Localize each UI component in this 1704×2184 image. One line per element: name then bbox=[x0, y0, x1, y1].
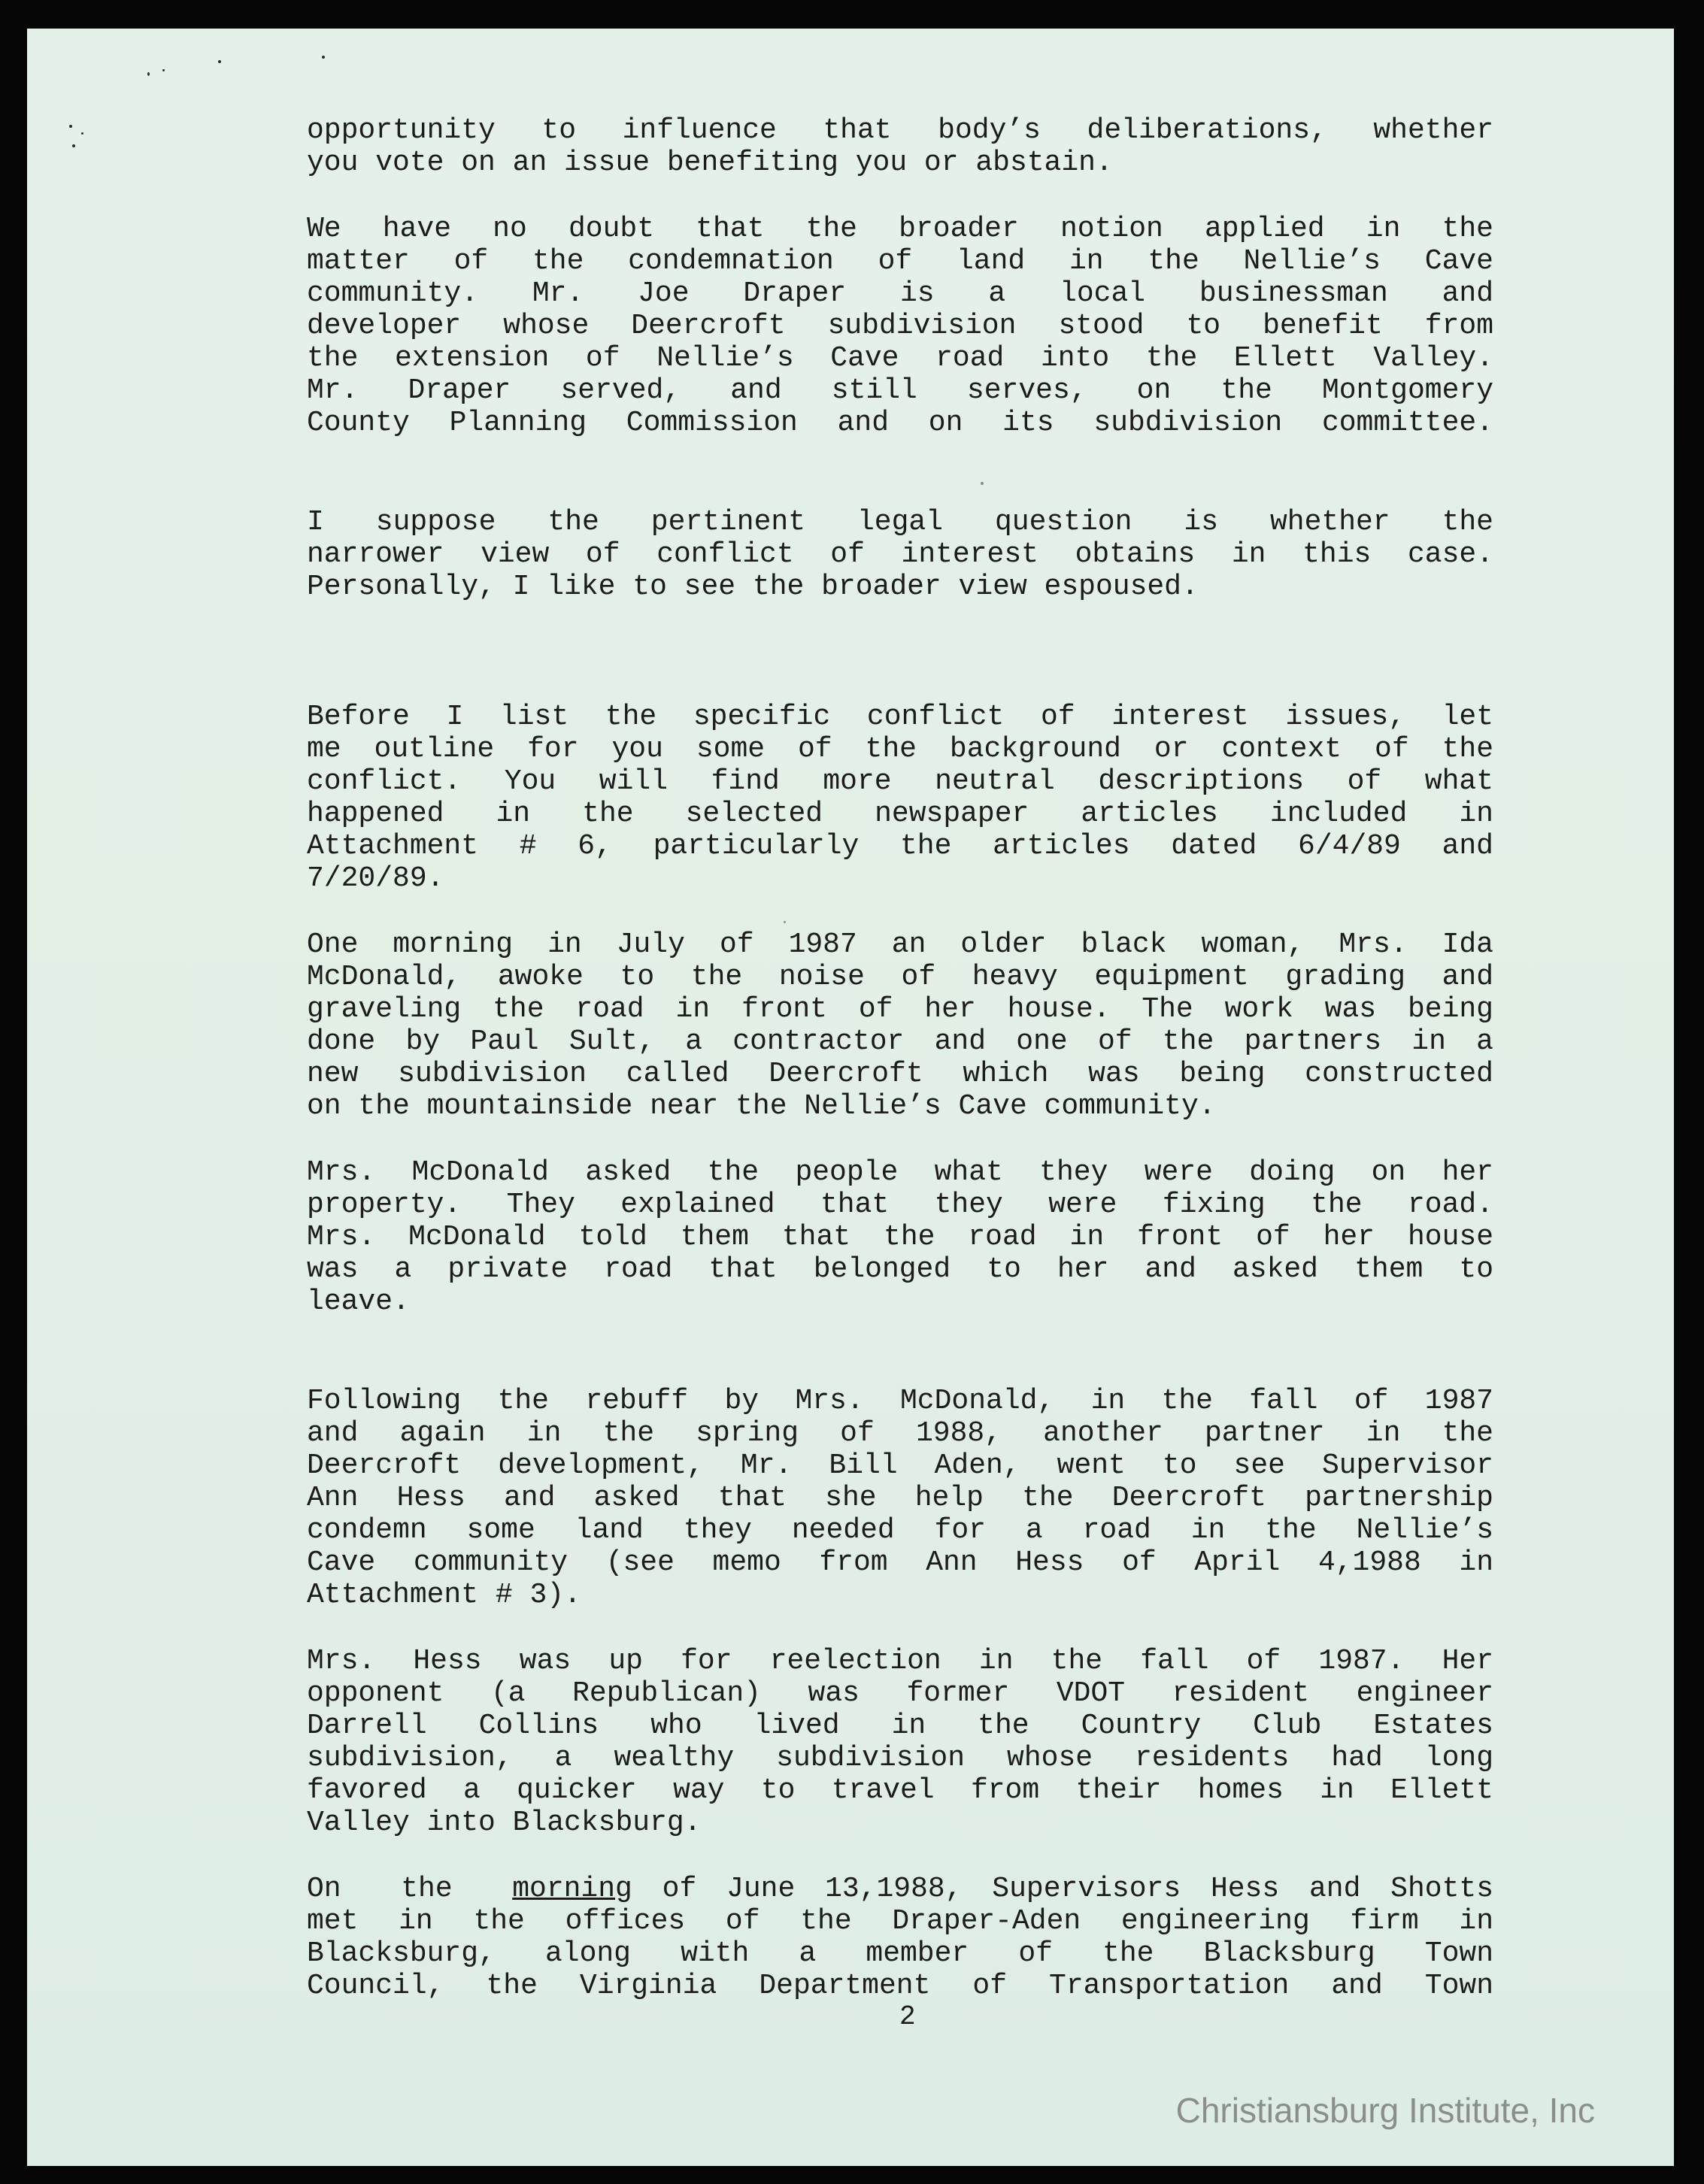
paragraph-9 bbox=[307, 1873, 1493, 2002]
text-line: We have no doubt that the broader notion applied in the bbox=[307, 213, 1493, 245]
text-line: matter of the condemnation of land in the Nellie’s Cave bbox=[307, 245, 1493, 277]
text-line: I suppose the pertinent legal question is whether the bbox=[307, 506, 1493, 538]
text-line: opportunity to influence that body’s deliberations, whether bbox=[307, 114, 1493, 147]
paragraph-1 bbox=[307, 114, 1493, 179]
text-segment: On the bbox=[307, 1873, 513, 1905]
watermark: Christiansburg Institute, Inc bbox=[1175, 2091, 1595, 2130]
text-line: was a private road that belonged to her and asked them to bbox=[307, 1253, 1493, 1286]
paragraph-2 bbox=[307, 213, 1493, 439]
text-line: narrower view of conflict of interest obtains in this case. bbox=[307, 538, 1493, 571]
text-line: County Planning Commission and on its subdivision committee. bbox=[307, 407, 1493, 439]
text-line: happened in the selected newspaper articles included in bbox=[307, 798, 1493, 830]
text-line: subdivision, a wealthy subdivision whose residents had long bbox=[307, 1742, 1493, 1774]
text-line: McDonald, awoke to the noise of heavy equipment grading and bbox=[307, 961, 1493, 993]
text-line: and again in the spring of 1988, another partner in the bbox=[307, 1417, 1493, 1449]
text-line: leave. bbox=[307, 1286, 410, 1318]
underlined-word: morning bbox=[512, 1873, 632, 1905]
text-line: 7/20/89. bbox=[307, 862, 444, 895]
text-line: Attachment # 6, particularly the articles dated 6/4/89 and bbox=[307, 830, 1493, 862]
text-line: me outline for you some of the background or context of the bbox=[307, 733, 1493, 765]
text-line: Council, the Virginia Department of Transportation and Town bbox=[307, 1970, 1493, 2002]
paper-speck bbox=[69, 125, 72, 128]
text-line: done by Paul Sult, a contractor and one of the partners in a bbox=[307, 1025, 1493, 1058]
paragraph-6 bbox=[307, 1156, 1493, 1318]
text-line: Darrell Collins who lived in the Country Club Estates bbox=[307, 1710, 1493, 1742]
paragraph-3 bbox=[307, 506, 1493, 603]
text-segment: of June 13,1988, Supervisors Hess and Shotts bbox=[632, 1873, 1493, 1905]
text-line: Blacksburg, along with a member of the Blacksburg Town bbox=[307, 1937, 1493, 1970]
paragraph-7 bbox=[307, 1385, 1493, 1611]
text-line: Mrs. McDonald asked the people what they were doing on her bbox=[307, 1156, 1493, 1189]
text-line: met in the offices of the Draper-Aden engineering firm in bbox=[307, 1905, 1493, 1937]
paragraph-4 bbox=[307, 701, 1493, 895]
paragraph-8 bbox=[307, 1645, 1493, 1839]
text-line: Mrs. McDonald told them that the road in front of her house bbox=[307, 1221, 1493, 1253]
text-line: on the mountainside near the Nellie’s Cave community. bbox=[307, 1090, 1216, 1122]
text-line: Valley into Blacksburg. bbox=[307, 1807, 702, 1839]
text-line: condemn some land they needed for a road in the Nellie’s bbox=[307, 1514, 1493, 1546]
text-line: developer whose Deercroft subdivision stood to benefit from bbox=[307, 310, 1493, 342]
paper-speck bbox=[162, 69, 165, 71]
text-line: Following the rebuff by Mrs. McDonald, in the fall of 1987 bbox=[307, 1385, 1493, 1417]
text-line: Cave community (see memo from Ann Hess of April 4,1988 in bbox=[307, 1546, 1493, 1579]
document-page bbox=[27, 29, 1674, 2166]
text-line: Mrs. Hess was up for reelection in the fall of 1987. Her bbox=[307, 1645, 1493, 1677]
paper-speck bbox=[218, 60, 221, 63]
text-line: Personally, I like to see the broader view espoused. bbox=[307, 571, 1199, 603]
text-line: Ann Hess and asked that she help the Deercroft partnership bbox=[307, 1482, 1493, 1514]
paper-speck bbox=[72, 144, 75, 147]
text-line: One morning in July of 1987 an older black woman, Mrs. Ida bbox=[307, 928, 1493, 961]
text-line: Attachment # 3). bbox=[307, 1579, 581, 1611]
paper-speck bbox=[784, 921, 786, 923]
text-line: Before I list the specific conflict of interest issues, let bbox=[307, 701, 1493, 733]
paper-speck bbox=[322, 56, 325, 59]
text-line: new subdivision called Deercroft which was being constructed bbox=[307, 1058, 1493, 1090]
text-line: property. They explained that they were fixing the road. bbox=[307, 1189, 1493, 1221]
text-line: conflict. You will find more neutral descriptions of what bbox=[307, 765, 1493, 798]
paper-speck bbox=[81, 132, 83, 135]
text-line: Deercroft development, Mr. Bill Aden, went to see Supervisor bbox=[307, 1449, 1493, 1482]
text-line: Mr. Draper served, and still serves, on the Montgomery bbox=[307, 374, 1493, 407]
text-line: graveling the road in front of her house. The work was being bbox=[307, 993, 1493, 1025]
text-line: favored a quicker way to travel from their homes in Ellett bbox=[307, 1774, 1493, 1807]
paragraph-5 bbox=[307, 928, 1493, 1122]
paper-speck bbox=[981, 482, 984, 485]
text-line: opponent (a Republican) was former VDOT resident engineer bbox=[307, 1677, 1493, 1710]
paper-speck bbox=[147, 72, 150, 76]
text-line: you vote on an issue benefiting you or abstain. bbox=[307, 147, 1113, 179]
text-line bbox=[307, 1873, 1493, 1905]
page-number: 2 bbox=[899, 2001, 916, 2032]
text-line: community. Mr. Joe Draper is a local businessman and bbox=[307, 277, 1493, 310]
text-line: the extension of Nellie’s Cave road into the Ellett Valley. bbox=[307, 342, 1493, 374]
